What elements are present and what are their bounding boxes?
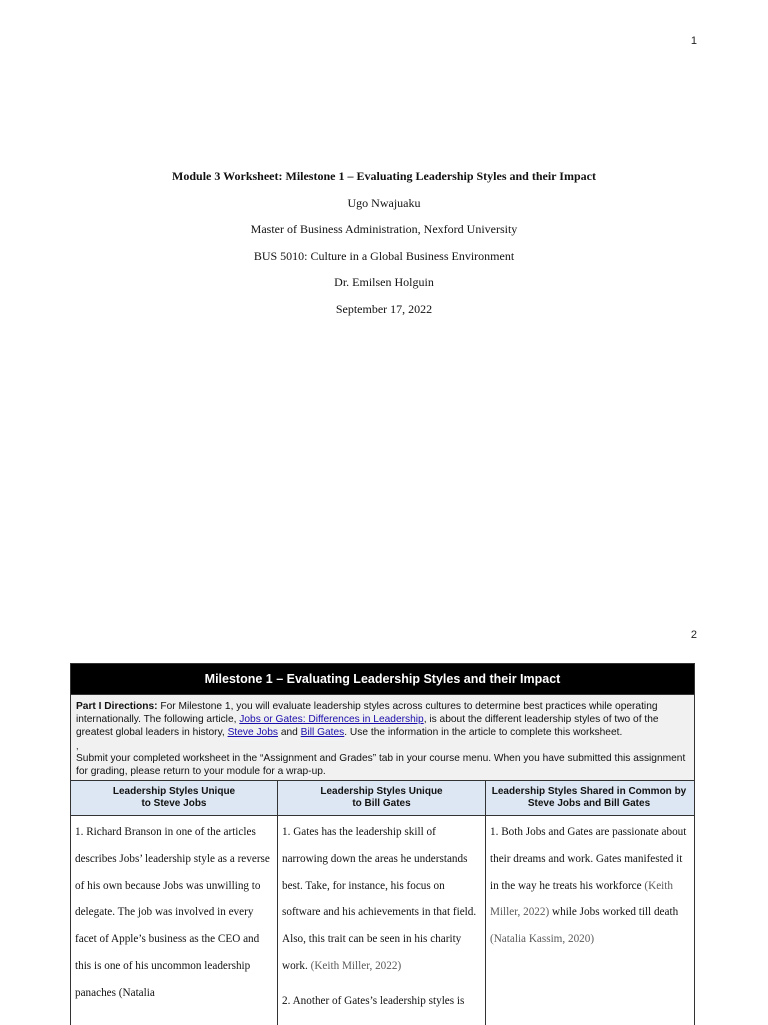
shared-point-1-text: 1. Both Jobs and Gates are passionate about their dreams and work. Gates manifested it in the way he treats his workforce [490, 826, 687, 892]
table-header: Milestone 1 – Evaluating Leadership Styles and their Impact [71, 664, 694, 694]
directions-text: For Milestone 1, you will evaluate leadership styles across cultures to determine best practices while operating internationally. The following article, [76, 701, 658, 725]
article-link[interactable]: Jobs or Gates: Differences in Leadership [239, 713, 424, 725]
citation: (Keith Miller, 2022) [310, 959, 402, 972]
directions-paragraph [76, 701, 689, 740]
document-title: Module 3 Worksheet: Milestone 1 – Evaluating Leadership Styles and their Impact [172, 169, 596, 183]
column-header-line: Leadership Styles Unique [112, 786, 236, 797]
column-header-line: to Bill Gates [352, 798, 411, 809]
shared-point-1 [490, 819, 688, 953]
submit-instructions: Submit your completed worksheet in the “Assignment and Grades” tab in your course menu. When you have submitted this assignment for grading, please return to your module for a wrap-up. [76, 752, 686, 777]
shared-point-1-mid: while Jobs worked till death [549, 906, 679, 919]
gates-point-1 [282, 819, 481, 980]
cell-shared [486, 816, 692, 1025]
directions-label: Part I Directions: [76, 701, 158, 712]
page-number: 1 [690, 35, 697, 47]
column-header-line: Leadership Styles Shared in Common by [491, 786, 687, 797]
directions-block [71, 694, 694, 780]
gates-point-1-text: 1. Gates has the leadership skill of narrowing down the areas he understands best. Take, for instance, his focus on software and his achievements in that field. Also, this trait can be seen in his charity work. [282, 826, 477, 972]
worksheet-table [70, 663, 695, 1025]
column-header-shared [486, 781, 692, 815]
column-header-line: Steve Jobs and Bill Gates [527, 798, 651, 809]
author-name: Ugo Nwajuaku [347, 195, 421, 210]
cell-jobs [71, 816, 278, 1025]
course-name: BUS 5010: Culture in a Global Business Environment [253, 248, 515, 263]
column-headers [71, 780, 694, 816]
column-header-line: Leadership Styles Unique [320, 786, 443, 797]
table-body-row [71, 816, 694, 1025]
column-header-gates [278, 781, 486, 815]
title-page-block [0, 168, 768, 328]
directions-text: and [277, 726, 301, 738]
jobs-point-1: 1. Richard Branson in one of the articles describes Jobs’ leadership style as a reverse of his own because Jobs was unwilling to delegate. The job was involved in every facet of Apple’s business as the CEO and this is one of his uncommon leadership panaches (Natalia [75, 826, 270, 999]
cell-gates [278, 816, 486, 1025]
page-number: 2 [690, 629, 697, 641]
directions-text: . Use the information in the article to complete this worksheet. [344, 726, 623, 738]
program-name: Master of Business Administration, Nexford University [250, 222, 518, 237]
citation: (Keith Miller, 2022) [490, 879, 673, 919]
column-header-line: to Steve Jobs [141, 798, 207, 809]
instructor-name: Dr. Emilsen Holguin [334, 275, 434, 290]
column-header-jobs [71, 781, 278, 815]
bill-gates-link[interactable]: Bill Gates [300, 726, 345, 738]
steve-jobs-link[interactable]: Steve Jobs [227, 726, 278, 738]
stray-mark: , [76, 740, 79, 751]
submission-date: September 17, 2022 [335, 301, 433, 316]
directions-text: , is about the different leadership styles of two of the greatest global leaders in history, [76, 713, 659, 738]
citation: (Natalia Kassim, 2020) [490, 933, 595, 946]
gates-point-2: 2. Another of Gates’s leadership styles is [282, 994, 465, 1007]
